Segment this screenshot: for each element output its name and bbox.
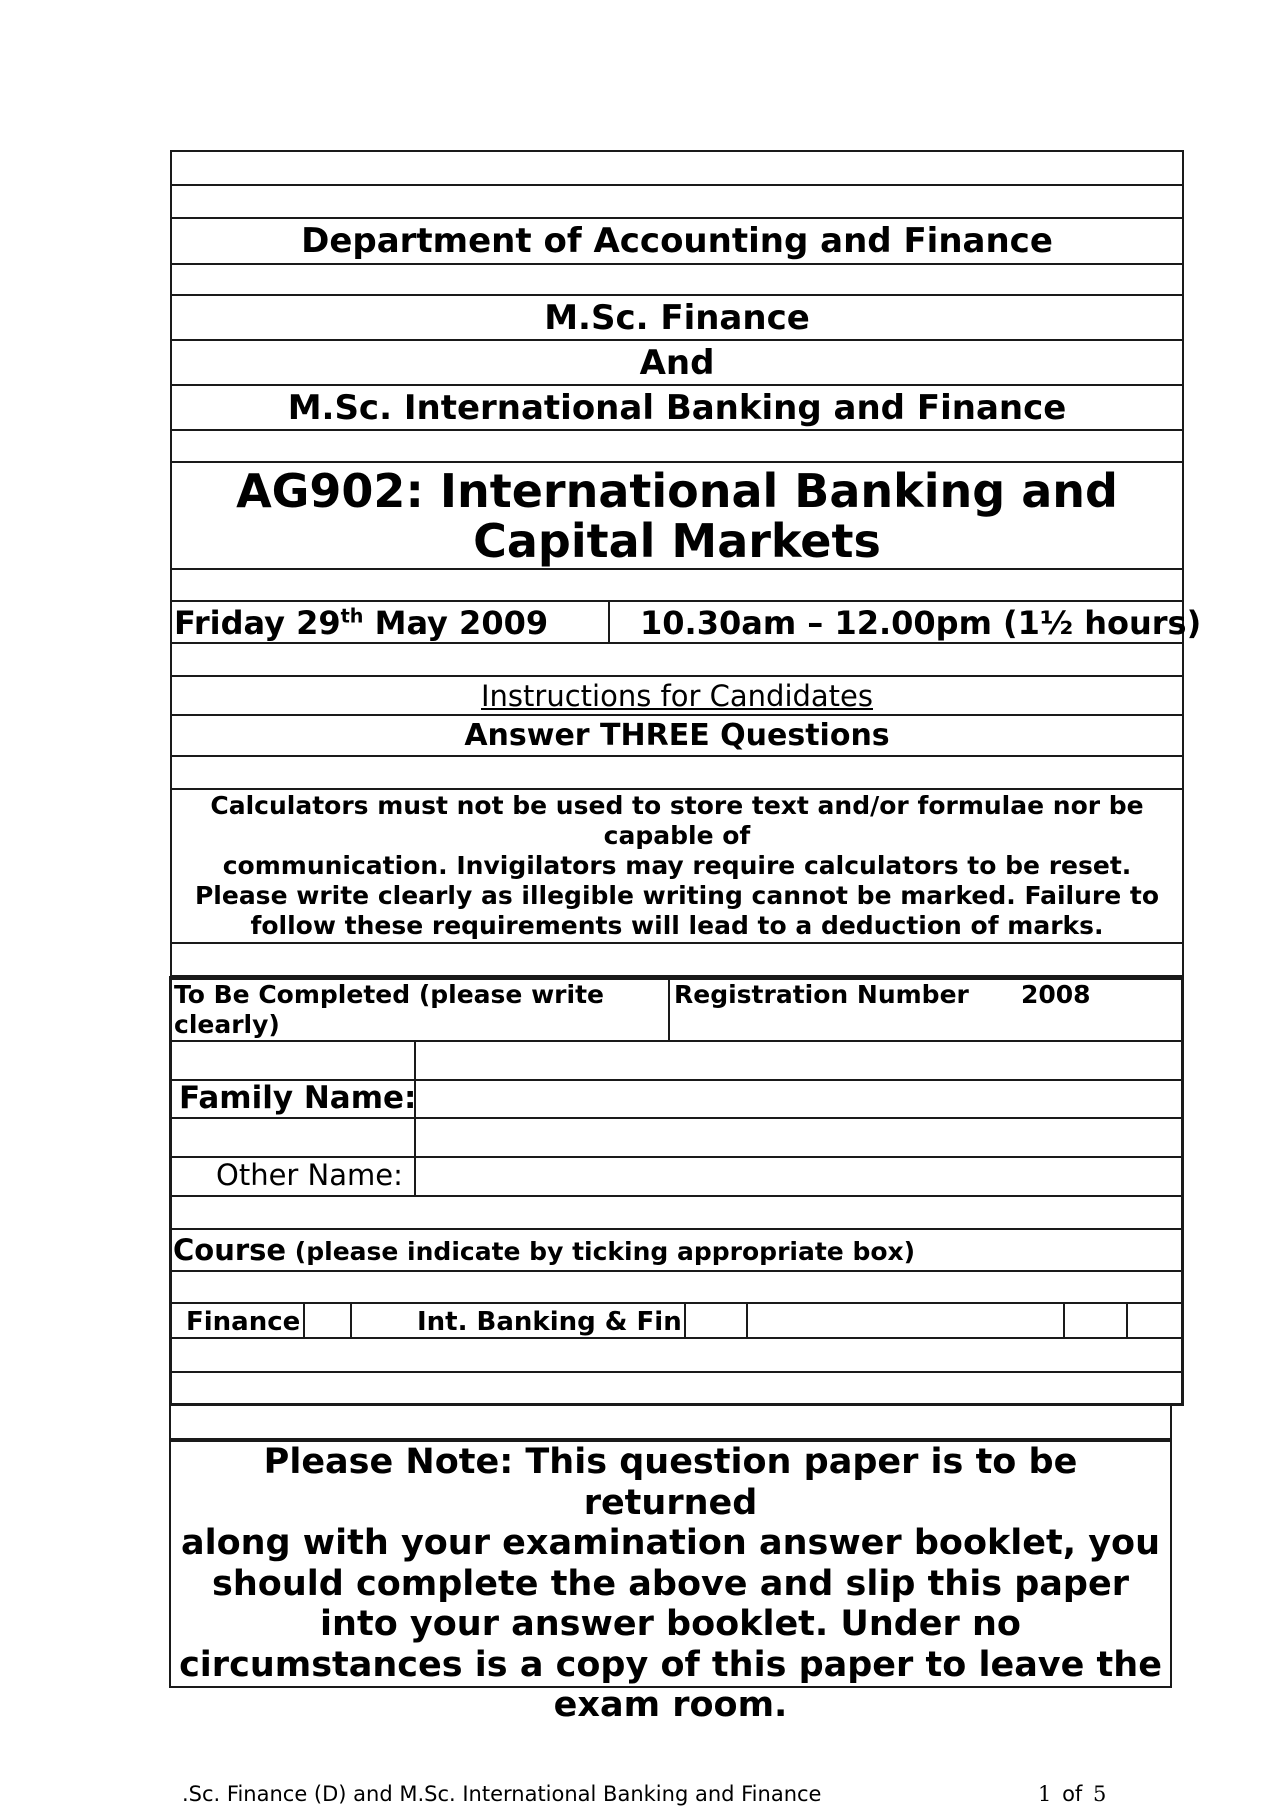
rules-line: capable of — [603, 821, 751, 850]
form-row-divider — [169, 1195, 1184, 1197]
exam-time: 10.30am – 12.00pm (1½ hours) — [640, 604, 1202, 642]
please-note-text — [171, 1442, 1170, 1726]
rules-line: Please write clearly as illegible writing cannot be marked. Failure to — [194, 881, 1160, 910]
blank-row — [169, 1404, 1172, 1440]
blank-row — [170, 568, 1184, 602]
exam-day: Friday 29 — [174, 604, 341, 642]
page-of: of — [1062, 1782, 1083, 1806]
form-col-divider — [668, 978, 670, 1041]
rules-line: communication. Invigilators may require calculators to be reset. — [222, 851, 1132, 880]
programme-join: And — [170, 339, 1184, 386]
exam-date — [174, 604, 548, 642]
page-number — [1038, 1782, 1106, 1806]
blank-row — [170, 642, 1184, 677]
page-total: 5 — [1093, 1782, 1107, 1806]
course-label — [173, 1233, 915, 1267]
course-label-text: Course — [173, 1233, 287, 1267]
course-hint-text: (please indicate by ticking appropriate box) — [286, 1237, 916, 1266]
exam-month-year: May 2009 — [363, 604, 549, 642]
rules-line: Calculators must not be used to store text and/or formulae nor be — [210, 791, 1144, 820]
to-be-completed-label — [174, 980, 604, 1040]
other-name-field[interactable] — [416, 1158, 1182, 1194]
registration-year: 2008 — [1021, 980, 1091, 1009]
blank-row — [170, 150, 1184, 186]
answer-instruction: Answer THREE Questions — [170, 714, 1184, 757]
form-row-divider — [169, 1337, 1184, 1339]
course-title — [170, 461, 1184, 570]
option-blank-box[interactable] — [1063, 1303, 1128, 1338]
note-line: circumstances is a copy of this paper to leave the — [179, 1644, 1162, 1685]
note-line: into your answer booklet. Under no — [320, 1604, 1021, 1644]
registration-number-label — [674, 980, 969, 1009]
footer-programmes: .Sc. Finance (D) and M.Sc. International Banking and Finance — [182, 1782, 822, 1806]
department-title: Department of Accounting and Finance — [170, 217, 1184, 265]
programme-2: M.Sc. International Banking and Finance — [170, 384, 1184, 431]
instructions-heading — [170, 675, 1184, 716]
blank-row — [170, 942, 1184, 977]
course-title-line2: Capital Markets — [473, 513, 881, 568]
blank-row — [170, 184, 1184, 219]
option-ibf-label: Int. Banking & Fin — [417, 1307, 682, 1337]
form-row-divider — [169, 1117, 1184, 1119]
option-finance-checkbox[interactable] — [303, 1303, 352, 1338]
note-line: along with your examination answer booklet, you — [180, 1523, 1161, 1563]
other-name-label: Other Name: — [216, 1158, 403, 1192]
exam-day-suffix: th — [340, 604, 364, 628]
note-line: exam room. — [553, 1685, 788, 1725]
form-row-divider — [169, 1040, 1184, 1042]
option-ibf-checkbox[interactable] — [684, 1303, 748, 1338]
registration-label-text: Registration Number — [674, 980, 969, 1009]
note-line: Please Note: This question paper is to be returned — [263, 1442, 1078, 1523]
course-title-line1: AG902: International Banking and — [236, 463, 1118, 518]
family-name-field[interactable] — [416, 1081, 1182, 1117]
blank-row — [170, 429, 1184, 463]
to-be-completed-line2: clearly) — [174, 1010, 280, 1039]
rules-line: follow these requirements will lead to a deduction of marks. — [250, 911, 1104, 940]
programme-1: M.Sc. Finance — [170, 294, 1184, 341]
exam-date-divider — [608, 600, 610, 644]
option-finance-label: Finance — [186, 1307, 301, 1337]
to-be-completed-line1: To Be Completed (please write — [174, 980, 604, 1009]
blank-row — [170, 263, 1184, 296]
note-line: should complete the above and slip this paper — [212, 1563, 1129, 1604]
form-row-divider — [169, 1270, 1184, 1272]
family-name-label: Family Name: — [179, 1080, 417, 1116]
instructions-heading-text: Instructions for Candidates — [481, 678, 873, 713]
page-current: 1 — [1038, 1782, 1052, 1806]
blank-row — [170, 755, 1184, 790]
calculator-rules — [170, 788, 1184, 944]
form-row-divider — [169, 1371, 1184, 1373]
form-row-divider — [169, 1228, 1184, 1230]
